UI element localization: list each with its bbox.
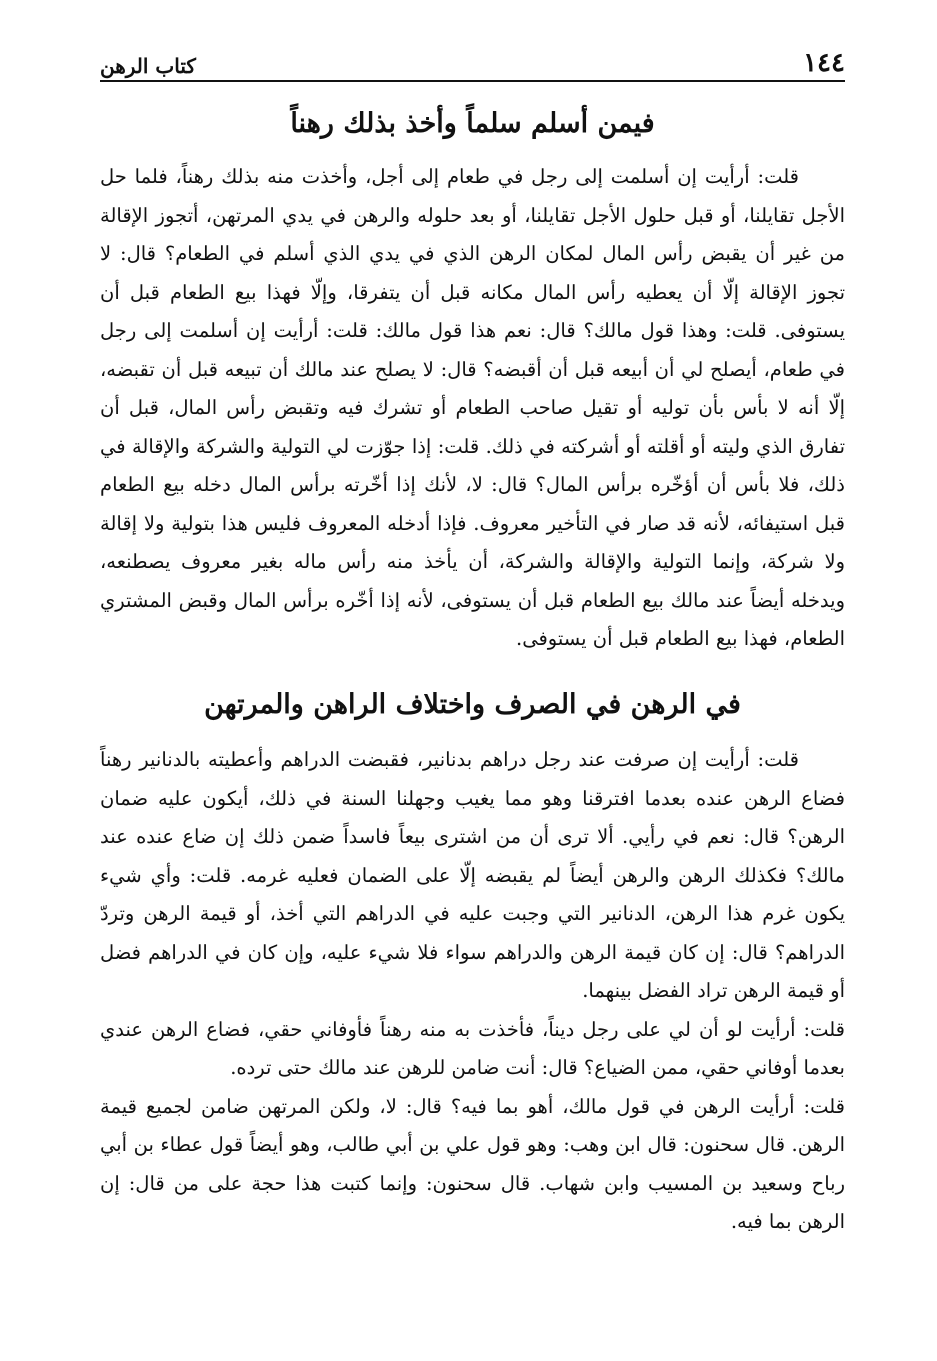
section-paragraph: قلت: أرأيت لو أن لي على رجل ديناً، فأخذت به منه رهناً فأوفاني حقي، فضاع الرهن عندي بعدما أوفاني حقي، ممن الضياع؟ قال: أنت ضامن للرهن عند مالك حتى ترده. [100,1017,845,1080]
running-header [100,40,845,82]
book-title: كتاب الرهن [100,54,196,78]
section-heading-salam: فيمن أسلم سلماً وأخذ بذلك رهناً [290,108,655,139]
page-number: ١٤٤ [803,48,845,78]
section-paragraph: قلت: أرأيت الرهن في قول مالك، أهو بما فيه؟ قال: لا، ولكن المرتهن ضامن لجميع قيمة الرهن. قال سحنون: قال ابن وهب: وهو قول علي بن أبي طالب، وهو أيضاً قول عطاء بن أبي رباح وسعيد بن المسيب وابن شهاب. قال سحنون: وإنما كتبت هذا حجة على من قال: إن الرهن بما فيه. [100,1094,845,1234]
section-heading-sarf: في الرهن في الصرف واختلاف الراهن والمرتهن [204,688,741,720]
section-paragraph: قلت: أرأيت إن صرفت عند رجل دراهم بدنانير، فقبضت الدراهم وأعطيته بالدنانير رهناً فضاع الرهن عنده بعدما افترقنا وهو مما يغيب وجهلنا السنة في ذلك، أيكون عليه ضمان الرهن؟ قال: نعم في رأيي. ألا ترى أن من اشترى بيعاً فاسداً ضمن ذلك إن ضاع عنده عند مالك؟ فكذلك الرهن والرهن أيضاً لم يقبضه إلّا على الضمان فعليه غرمه. قلت: وأي شيء يكون غرم هذا الرهن، الدنانير التي وجبت عليه في الدراهم التي أخذ، أو قيمة الرهن وتردّ الدراهم؟ قال: إن كان قيمة الرهن والدراهم سواء فلا شيء عليه، وإن كان في الدراهم فضل أو قيمة الرهن تراد الفضل بينهما. [100,748,845,1003]
section-paragraph: قلت: أرأيت إن أسلمت إلى رجل في طعام إلى أجل، وأخذت منه بذلك رهناً، فلما حل الأجل تقايلنا، أو قبل حلول الأجل تقايلنا، أو بعد حلوله والرهن في يدي المرتهن، أتجوز الإقالة من غير أن يقبض رأس المال لمكان الرهن الذي في يدي الذي أسلم في الطعام؟ قال: لا تجوز الإقالة إلّا أن يعطيه رأس المال مكانه قبل أن يتفرقا، وإلّا فهذا بيع الطعام قبل أن يستوفى. قلت: وهذا قول مالك؟ قال: نعم هذا قول مالك: قلت: أرأيت إن أسلمت إلى رجل في طعام، أيصلح لي أن أبيعه قبل أن أقبضه؟ قال: لا يصلح عند مالك أن تبيعه قبل أن تقبضه، إلّا أنه لا بأس بأن توليه أو تقيل صاحب الطعام أو تشرك فيه وتقبض رأس المال، قبل أن تفارق الذي وليته أو أقلته أو أشركته في ذلك. قلت: إذا جوّزت لي التولية والشركة والإقالة في ذلك، فلا بأس أن أؤخّره برأس المال؟ قال: لا، لأنك إذا أخّرته برأس المال دخله بيع الطعام قبل استيفائه، لأنه قد صار في التأخير معروف. فإذا أدخله المعروف فليس هذا بتولية ولا إقالة ولا شركة، وإنما التولية والإقالة والشركة، أن يأخذ منه رأس ماله بغير معروف يصطنعه، ويدخله أيضاً عند مالك بيع الطعام قبل أن يستوفى، لأنه إذا أخّره برأس المال وقبض المشتري الطعام، فهذا بيع الطعام قبل أن يستوفى. [100,165,845,651]
book-page [100,40,845,1242]
